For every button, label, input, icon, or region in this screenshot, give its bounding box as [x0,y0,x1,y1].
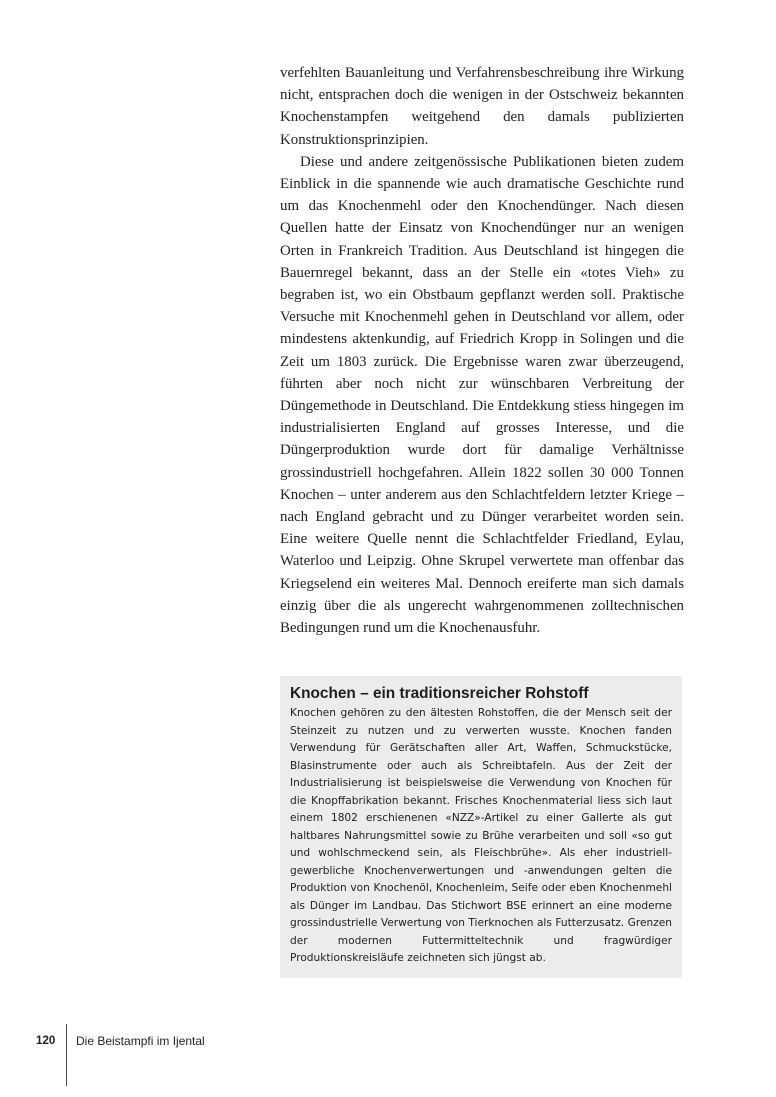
main-body-text [280,62,684,639]
sidebar-title: Knochen – ein traditionsreicher Rohstoff [290,685,589,702]
sidebar-text: Knochen gehören zu den ältesten Rohstoffen, die der Mensch seit der Steinzeit zu nutzen und zu verwerten wusste. Knochen fanden Verwendung für Gerätschaften aller Art, Waffen, Schmuckstücke, Blasinstrumente oder auch als Schreibtafeln. Aus der Zeit der Industrialisierung ist beispielsweise die Verwendung von Knochen für die Knopffabrikation bekannt. Frisches Knochenmaterial liess sich laut einem 1802 erschienenen «NZZ»-Artikel zu einer Gallerte als gut haltbares Nahrungsmittel sowie zu Brühe verarbeiten und soll «so gut und wohlschmeckend sein, als Fleischbrühe». Als eher industriell-gewerbliche Knochenverwertungen und -anwendungen gelten die Produktion von Knochenöl, Knochenleim, Seife oder eben Knochenmehl als Dünger im Landbau. Das Stichwort BSE erinnert an eine moderne grossindustrielle Verwertung von Tierknochen als Futterzusatz. Grenzen der modernen Futtermitteltechnik und fragwürdiger Produktionskreisläufe zeichneten sich jüngst ab. [290,707,672,964]
page-number: 120 [36,1034,56,1047]
paragraph-2: Diese und andere zeitgenössische Publikationen bieten zudem Einblick in die spannende wie auch dramatische Geschichte rund um das Knochenmehl oder den Knochendünger. Nach diesen Quellen hatte der Einsatz von Knochendünger nur an wenigen Orten in Frankreich Tradition. Aus Deutschland ist hingegen die Bauernregel bekannt, dass an der Stelle ein «totes Vieh» zu begraben ist, wo ein Obstbaum gepflanzt werden soll. Praktische Versuche mit Knochenmehl gehen in Deutschland vor allem, oder mindestens aktenkundig, auf Friedrich Kropp in Solingen und die Zeit um 1803 zurück. Die Ergebnisse waren zwar überzeugend, führten aber noch nicht zur wünschbaren Verbreitung der Düngemethode in Deutschland. Die Entdekkung stiess hingegen im industrialisierten England auf grosses Interesse, und die Düngerproduktion wurde dort für damalige Verhältnisse grossindustriell hochgefahren. Allein 1822 sollen 30 000 Tonnen Knochen – unter anderem aus den Schlachtfeldern letzter Kriege – nach England gebracht und zu Dünger verarbeitet worden sein. Eine weitere Quelle nennt die Schlachtfelder Friedland, Eylau, Waterloo und Leipzig. Ohne Skrupel verwertete man offenbar das Kriegselend ein weiteres Mal. Dennoch ereiferte man sich damals einzig über die als ungerecht wahrgenommenen zolltechnischen Bedingungen rund um die Knochenausfuhr. [280,153,684,637]
footer-divider [66,1024,67,1086]
running-title: Die Beistampfi im Ijental [76,1034,205,1048]
page-footer [0,1024,776,1097]
paragraph-1: verfehlten Bauanleitung und Verfahrensbeschreibung ihre Wirkung nicht, entsprachen doch die wenigen in der Ostschweiz bekannten Knochenstampfen weitgehend den damals publizierten Konstruktionsprinzipien. [280,65,684,148]
sidebar-box [280,676,682,978]
